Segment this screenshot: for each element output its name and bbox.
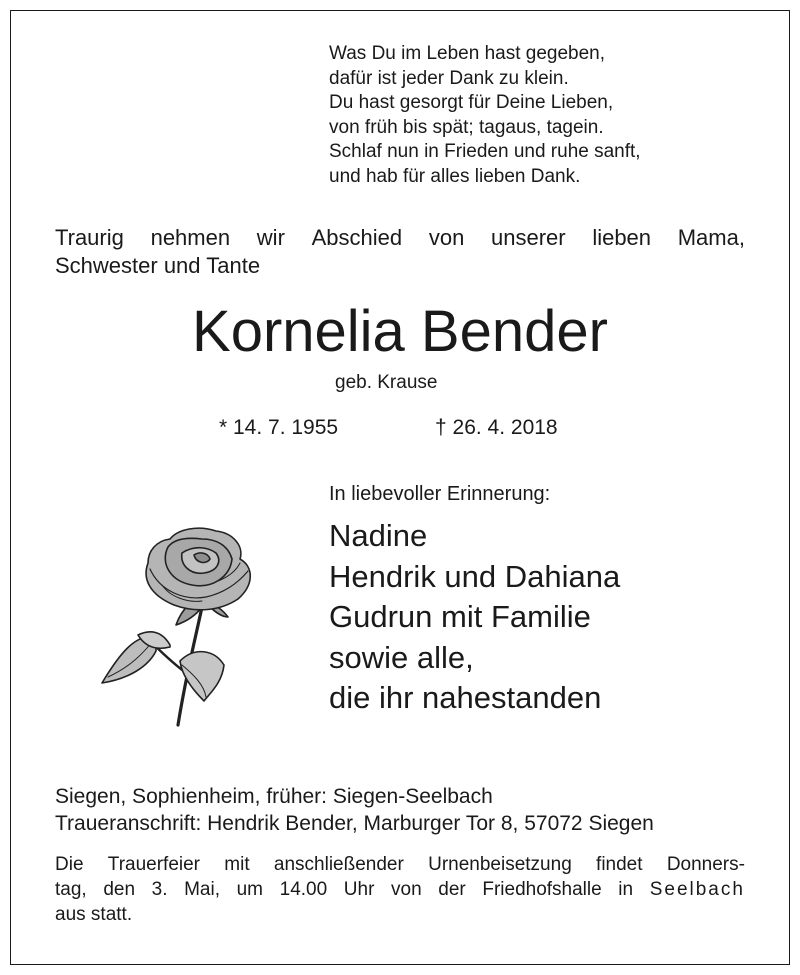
rose-icon — [98, 525, 268, 735]
ceremony-word: den — [103, 879, 136, 900]
ceremony-word: der — [438, 879, 466, 900]
ceremony-word: Friedhofshalle — [482, 879, 602, 900]
footer-place: Siegen, Sophienheim, früher: Siegen-Seelbach — [55, 785, 493, 808]
ceremony-word: Die — [55, 854, 84, 875]
mourner-line: Gudrun mit Familie — [329, 599, 591, 634]
ceremony-word: findet — [596, 854, 643, 875]
intro-word: unserer — [491, 225, 566, 250]
maiden-name: geb. Krause — [335, 372, 438, 393]
intro-word: Traurig — [55, 225, 124, 250]
ceremony-word: tag, — [55, 879, 87, 900]
ceremony-word: Urnenbeisetzung — [428, 854, 572, 875]
ceremony-line-3: aus statt. — [55, 904, 133, 925]
death-date: † 26. 4. 2018 — [435, 416, 558, 439]
intro-word: Abschied — [311, 225, 403, 250]
ceremony-word: von — [391, 879, 422, 900]
ceremony-word: um — [236, 879, 264, 900]
poem-line: Du hast gesorgt für Deine Lieben, — [329, 92, 614, 114]
intro-word: wir — [256, 225, 285, 250]
poem-line: von früh bis spät; tagaus, tagein. — [329, 116, 604, 138]
mourner-line: sowie alle, — [329, 639, 474, 675]
memory-heading: In liebevoller Erinnerung: — [329, 483, 551, 505]
ceremony-word: Mai, — [184, 879, 220, 900]
deceased-name: Kornelia Bender — [192, 299, 608, 364]
intro-word: nehmen — [150, 225, 231, 250]
ceremony-line-1 — [55, 852, 745, 877]
ceremony-word: anschließender — [273, 854, 404, 875]
ceremony-word: 3. — [151, 879, 168, 900]
ceremony-word: Donners- — [666, 854, 745, 875]
intro-word: von — [428, 225, 465, 250]
mourner-names — [329, 516, 620, 719]
poem — [329, 42, 641, 190]
ceremony-word: 14.00 — [279, 879, 328, 900]
intro-line-2: Schwester und Tante — [55, 253, 261, 278]
ceremony-word: Seelbach — [649, 879, 745, 900]
mourner-line: Nadine — [329, 518, 428, 553]
mourner-line: die ihr nahestanden — [329, 680, 602, 715]
intro-word: lieben — [592, 225, 652, 250]
poem-line: und hab für alles lieben Dank. — [329, 165, 581, 187]
ceremony-line-2 — [55, 877, 745, 902]
ceremony-text — [55, 852, 745, 927]
poem-line: dafür ist jeder Dank zu klein. — [329, 67, 569, 89]
intro-line-1 — [55, 224, 745, 252]
footer — [55, 783, 654, 837]
intro-text — [55, 224, 745, 280]
intro-word: Mama, — [677, 225, 745, 250]
ceremony-word: Trauerfeier — [107, 854, 201, 875]
mourner-line: Hendrik und Dahiana — [329, 558, 621, 594]
poem-line: Was Du im Leben hast gegeben, — [329, 43, 606, 64]
ceremony-word: mit — [224, 854, 250, 875]
ceremony-word: in — [618, 879, 634, 900]
ceremony-word: Uhr — [343, 879, 375, 900]
birth-date: * 14. 7. 1955 — [219, 416, 339, 439]
poem-line: Schlaf nun in Frieden und ruhe sanft, — [329, 141, 641, 163]
footer-address: Traueranschrift: Hendrik Bender, Marburger Tor 8, 57072 Siegen — [55, 812, 654, 835]
